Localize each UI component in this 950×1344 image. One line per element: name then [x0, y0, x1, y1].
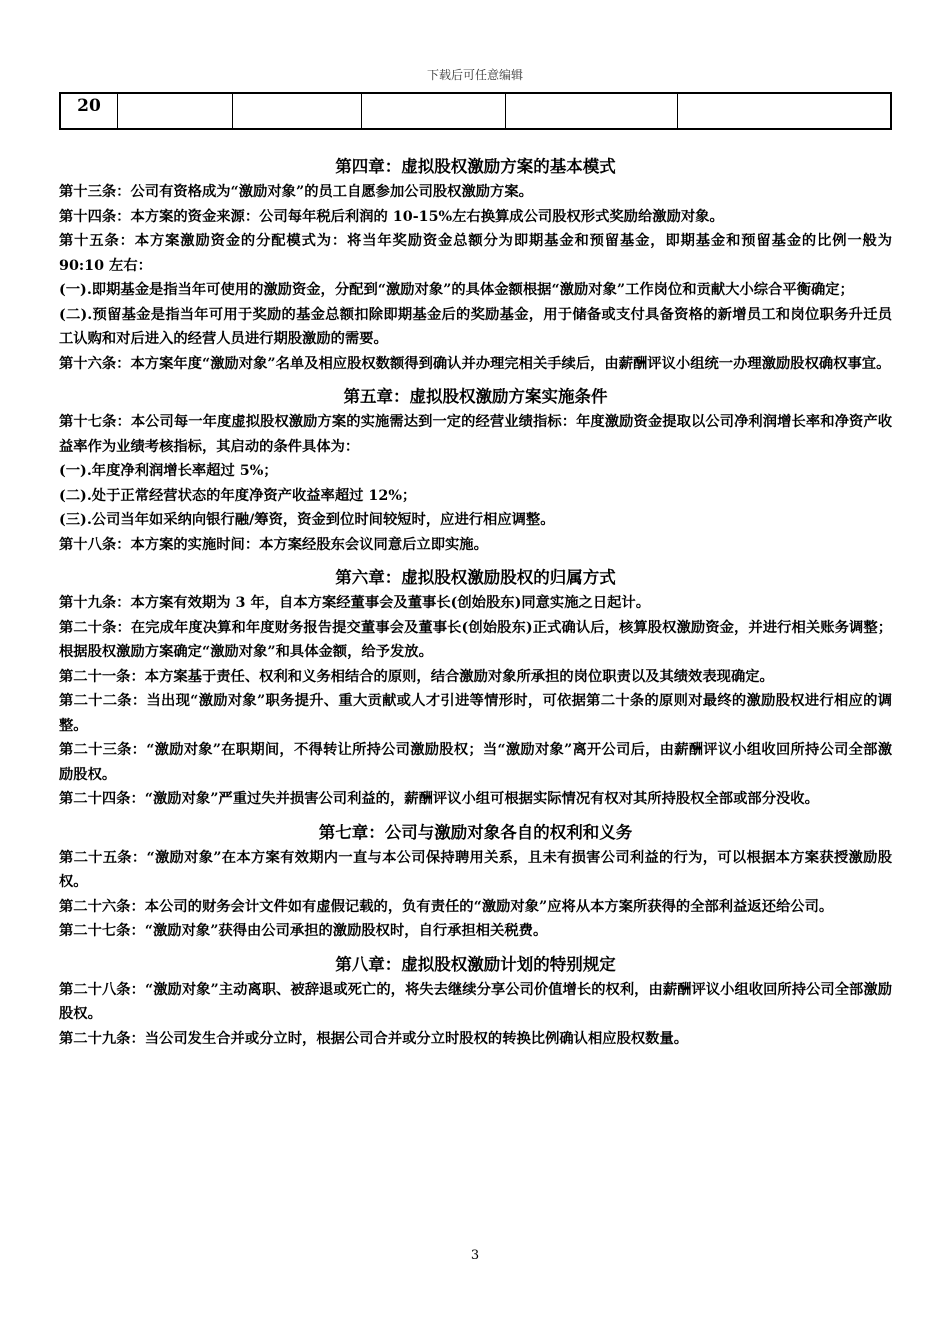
chapter-title: 第八章：虚拟股权激励计划的特别规定 [335, 954, 616, 974]
table-cell [362, 94, 506, 128]
article-24: 第二十四条：“激励对象”严重过失并损害公司利益的，薪酬评议小组可根据实际情况有权对其所持股权全部或部分没收。 [59, 791, 819, 807]
chapter-title: 第四章：虚拟股权激励方案的基本模式 [335, 157, 616, 176]
article-15: 第十五条：本方案激励资金的分配模式为：将当年奖励资金总额分为即期基金和预留基金，即期基金和预留基金的比例一般为 90:10 左右： [59, 233, 892, 274]
table-row [59, 92, 892, 130]
article-25: 第二十五条：“激励对象”在本方案有效期内一直与本公司保持聘用关系，且未有损害公司利益的行为，可以根据本方案获授激励股权。 [59, 849, 892, 890]
article-17: 第十七条：本公司每一年度虚拟股权激励方案的实施需达到一定的经营业绩指标：年度激励资金提取以公司净利润增长率和净资产收益率作为业绩考核指标，其启动的条件具体为： [59, 414, 892, 455]
chapter-6 [59, 567, 892, 812]
table-cell [678, 94, 890, 128]
article-22: 第二十二条：当出现“激励对象”职务提升、重大贡献或人才引进等情形时，可依据第二十条的原则对最终的激励股权进行相应的调整。 [59, 693, 892, 734]
article-29: 第二十九条：当公司发生合并或分立时，根据公司合并或分立时股权的转换比例确认相应股权数量。 [59, 1030, 689, 1047]
table-cell-number: 20 [61, 94, 118, 128]
article-15-item-1: (一).即期基金是指当年可使用的激励资金，分配到“激励对象”的具体金额根据“激励对象”工作岗位和贡献大小综合平衡确定； [59, 282, 854, 298]
article-16: 第十六条：本方案年度“激励对象”名单及相应股权数额得到确认并办理完相关手续后，由薪酬评议小组统一办理激励股权确权事宜。 [59, 355, 891, 372]
chapter-4 [59, 156, 892, 376]
article-17-item-3: (三).公司当年如采纳向银行融/筹资，资金到位时间较短时，应进行相应调整。 [59, 512, 555, 528]
document-body [59, 150, 892, 1061]
chapter-title: 第七章：公司与激励对象各自的权利和义务 [318, 822, 633, 842]
article-20: 第二十条：在完成年度决算和年度财务报告提交董事会及董事长(创始股东)正式确认后，核算股权激励资金，并进行相关账务调整；根据股权激励方案确定“激励对象”和具体金额，给予发放。 [59, 619, 892, 660]
article-13: 第十三条：公司有资格成为“激励对象”的员工自愿参加公司股权激励方案。 [59, 184, 533, 200]
table-cell [233, 94, 362, 128]
article-26: 第二十六条：本公司的财务会计文件如有虚假记载的，负有责任的“激励对象”应将从本方案所获得的全部利益返还给公司。 [59, 898, 834, 915]
chapter-8 [59, 954, 892, 1052]
article-18: 第十八条：本方案的实施时间：本方案经股东会议同意后立即实施。 [59, 536, 488, 553]
article-27: 第二十七条：“激励对象”获得由公司承担的激励股权时，自行承担相关税费。 [59, 923, 548, 939]
chapter-5 [59, 386, 892, 557]
page-number: 3 [470, 1248, 480, 1263]
table-cell [506, 94, 678, 128]
article-14: 第十四条：本方案的资金来源：公司每年税后利润的 10-15%左右换算成公司股权形式奖励给激励对象。 [59, 208, 724, 225]
article-28: 第二十八条：“激励对象”主动离职、被辞退或死亡的，将失去继续分享公司价值增长的权利，由薪酬评议小组收回所持公司全部激励股权。 [59, 981, 892, 1022]
chapter-title: 第五章：虚拟股权激励方案实施条件 [343, 387, 608, 406]
article-19: 第十九条：本方案有效期为 3 年，自本方案经董事会及董事长(创始股东)同意实施之日起计。 [59, 595, 651, 611]
article-23: 第二十三条：“激励对象”在职期间，不得转让所持公司激励股权；当“激励对象”离开公司后，由薪酬评议小组收回所持公司全部激励股权。 [59, 742, 892, 783]
table-cell [118, 94, 233, 128]
article-21: 第二十一条：本方案基于责任、权利和义务相结合的原则，结合激励对象所承担的岗位职责以及其绩效表现确定。 [59, 668, 774, 685]
header-note: 下载后可任意编辑 [426, 68, 523, 82]
chapter-7 [59, 822, 892, 944]
article-15-item-2: (二).预留基金是指当年可用于奖励的基金总额扣除即期基金后的奖励基金，用于储备或支付具备资格的新增员工和岗位职务升迁员工认购和对后进入的经营人员进行期股激励的需要。 [59, 306, 892, 347]
article-17-item-1: (一).年度净利润增长率超过 5%； [59, 463, 278, 479]
chapter-title: 第六章：虚拟股权激励股权的归属方式 [335, 568, 616, 587]
article-17-item-2: (二).处于正常经营状态的年度净资产收益率超过 12%； [59, 487, 417, 504]
